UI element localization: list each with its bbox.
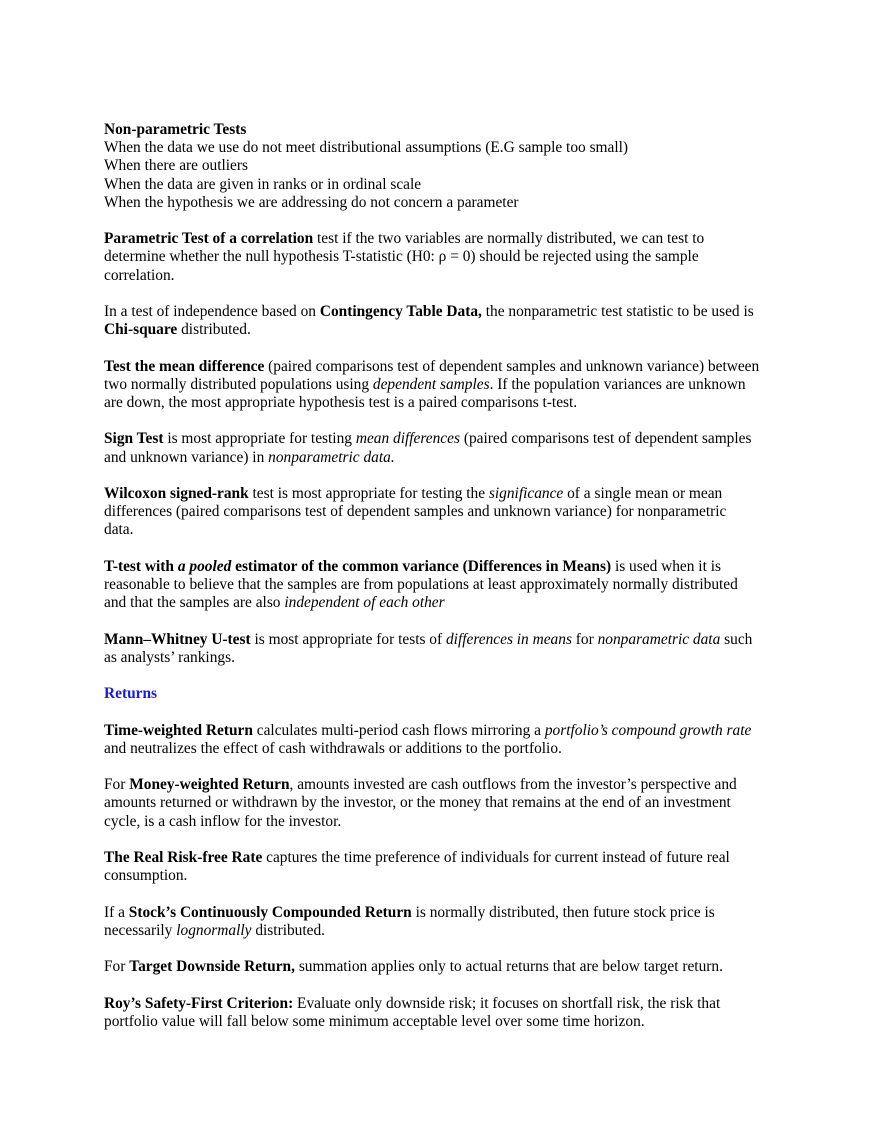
term-bold: The Real Risk-free Rate	[104, 848, 263, 866]
term-bold: Chi-square	[104, 321, 178, 339]
mann-whitney-paragraph	[104, 631, 794, 667]
text: calculates multi-period cash flows mirroring a	[252, 721, 545, 739]
target-downside-paragraph	[104, 958, 794, 976]
term-bold: Time-weighted Return	[104, 721, 253, 739]
document-page	[104, 121, 794, 1049]
term-bold-italic: a pooled	[177, 557, 232, 575]
term-bold: Wilcoxon signed-rank	[104, 484, 249, 502]
nonparametric-line: When the data we use do not meet distributional assumptions (E.G sample too small)	[104, 139, 629, 157]
nonparametric-title: Non-parametric Tests	[104, 121, 247, 138]
text: For	[104, 958, 130, 976]
term-italic: lognormally	[176, 921, 252, 939]
text: cycle, is a cash inflow for the investor.	[104, 812, 342, 830]
term-bold: Sign Test	[104, 430, 164, 448]
time-weighted-return-paragraph	[104, 722, 794, 758]
text: . If the population variances are unknown	[489, 375, 746, 393]
term-italic: nonparametric data.	[268, 448, 395, 466]
text: for	[571, 630, 598, 648]
text: is most appropriate for tests of	[250, 630, 446, 648]
text: amounts returned or withdrawn by the investor, or the money that remains at the end of an investment	[104, 794, 731, 812]
text: portfolio value will fall below some minimum acceptable level over some time horizon.	[104, 1012, 645, 1030]
text: differences (paired comparisons test of dependent samples and unknown variance) for nonparametric	[104, 503, 727, 521]
text: the nonparametric test statistic to be used is	[481, 303, 754, 320]
text: such	[720, 630, 753, 648]
money-weighted-return-paragraph	[104, 776, 794, 831]
text: test if the two variables are normally distributed, we can test to	[313, 230, 705, 248]
text: distributed.	[177, 321, 251, 339]
term-bold: estimator of the common variance (Differences in Means)	[231, 557, 612, 575]
sign-test-paragraph	[104, 430, 794, 466]
term-bold: Target Downside Return,	[129, 958, 295, 976]
text: necessarily	[104, 921, 177, 939]
text: , amounts invested are cash outflows from the investor’s perspective and	[289, 776, 737, 794]
nonparametric-line: When the data are given in ranks or in ordinal scale	[104, 175, 422, 193]
text: and neutralizes the effect of cash withdrawals or additions to the portfolio.	[104, 739, 562, 757]
text: correlation.	[104, 266, 175, 284]
term-italic: differences in means	[445, 630, 572, 648]
text: In a test of independence based on	[104, 303, 320, 320]
text: distributed.	[251, 921, 326, 939]
term-italic: portfolio’s compound growth rate	[544, 721, 752, 739]
nonparametric-line: When there are outliers	[104, 157, 249, 175]
text: and unknown variance) in	[104, 448, 269, 466]
term-bold: Test the mean difference	[104, 357, 265, 375]
text: (paired comparisons test of dependent samples	[459, 430, 752, 448]
term-bold: Stock’s Continuously Compounded Return	[128, 903, 412, 921]
continuously-compounded-paragraph	[104, 904, 794, 940]
text: test is most appropriate for testing the	[248, 484, 489, 502]
term-italic: mean differences	[355, 430, 460, 448]
text: and that the samples are also	[104, 594, 285, 612]
nonparametric-section	[104, 121, 794, 212]
term-italic: dependent samples	[372, 375, 490, 393]
text: data.	[104, 521, 134, 539]
term-bold: Roy’s Safety-First Criterion:	[104, 994, 294, 1012]
roy-safety-first-paragraph	[104, 995, 794, 1031]
text: as analysts’ rankings.	[104, 648, 235, 666]
text: is normally distributed, then future stock price is	[411, 903, 715, 921]
term-bold: Contingency Table Data,	[319, 303, 482, 320]
term-bold: Money-weighted Return	[129, 776, 290, 794]
text: If a	[104, 903, 129, 921]
text: of a single mean or mean	[563, 484, 723, 502]
text: determine whether the null hypothesis T-statistic (H0: ρ = 0) should be rejected using the sample	[104, 248, 699, 266]
parametric-correlation-paragraph	[104, 230, 794, 285]
text: Evaluate only downside risk; it focuses on shortfall risk, the risk that	[293, 994, 721, 1012]
text: (paired comparisons test of dependent samples and unknown variance) between	[264, 357, 760, 375]
term-bold: T-test with	[104, 557, 178, 575]
returns-heading-block	[104, 685, 794, 703]
text: summation applies only to actual returns that are below target return.	[294, 958, 723, 976]
term-bold: Mann–Whitney U-test	[104, 630, 251, 648]
text: consumption.	[104, 867, 188, 885]
text: For	[104, 776, 130, 794]
text: reasonable to believe that the samples are from populations at least approximately normally distributed	[104, 575, 738, 593]
text: captures the time preference of individuals for current instead of future real	[262, 848, 730, 866]
ttest-pooled-paragraph	[104, 558, 794, 613]
mean-difference-paragraph	[104, 358, 794, 413]
text: is most appropriate for testing	[163, 430, 356, 448]
returns-heading: Returns	[104, 685, 158, 703]
term-italic: significance	[488, 484, 564, 502]
nonparametric-line: When the hypothesis we are addressing do not concern a parameter	[104, 193, 519, 211]
term-bold: Parametric Test of a correlation	[104, 230, 314, 248]
text: is used when it is	[611, 557, 721, 575]
term-italic: independent of each other	[284, 594, 445, 612]
text: two normally distributed populations using	[104, 375, 373, 393]
real-risk-free-rate-paragraph	[104, 849, 794, 885]
term-italic: nonparametric data	[597, 630, 721, 648]
wilcoxon-paragraph	[104, 485, 794, 540]
text: are down, the most appropriate hypothesis test is a paired comparisons t-test.	[104, 394, 578, 411]
contingency-paragraph	[104, 303, 794, 339]
